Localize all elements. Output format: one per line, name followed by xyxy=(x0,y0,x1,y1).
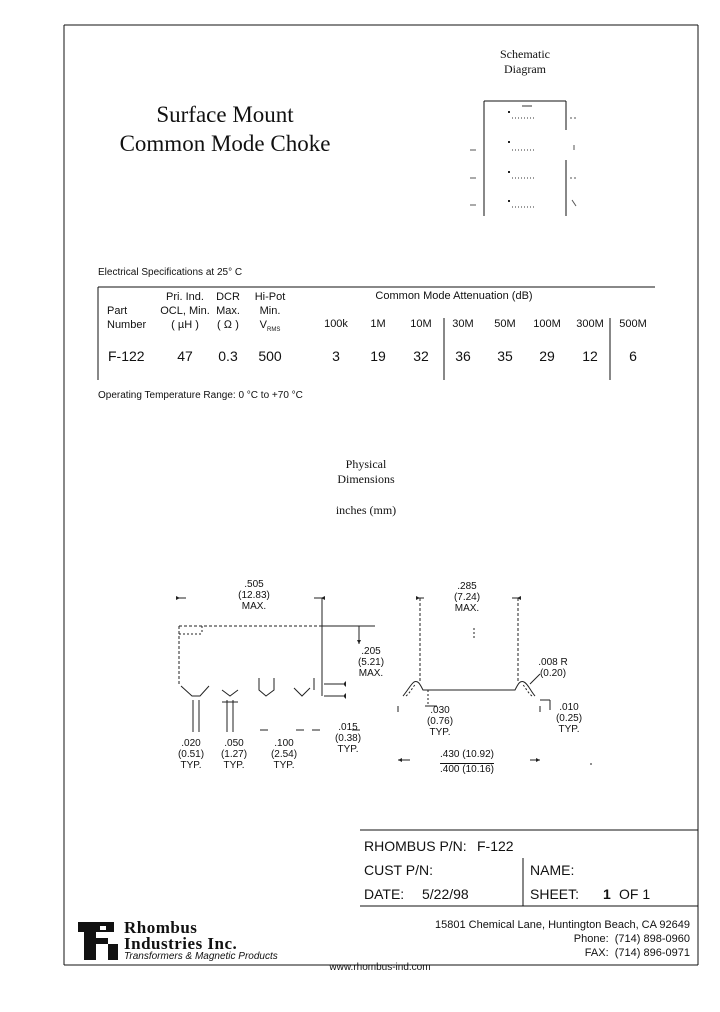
ocl-header-line-2: OCL, Min. xyxy=(160,305,210,317)
part-header-line-2: Number xyxy=(107,319,147,331)
row-att-1m: 19 xyxy=(370,348,386,364)
dim-foot-3: TYP. xyxy=(429,727,451,738)
freq-500m: 500M xyxy=(619,318,647,330)
dim-foot-1: .030 xyxy=(430,705,450,716)
dim-lead-pitch-2: (1.27) xyxy=(220,749,248,760)
dim-span-max: .430 (10.92) xyxy=(440,749,494,760)
dcr-header-line-2: Max. xyxy=(216,305,240,317)
dim-span-min: .400 (10.16) xyxy=(440,764,494,775)
phone-label: Phone: xyxy=(573,933,609,945)
hipot-header-line-1: Hi-Pot xyxy=(254,291,286,303)
dim-lead-width-1: .020 xyxy=(181,738,201,749)
freq-100m: 100M xyxy=(533,318,561,330)
dim-lead-pitch-1: .050 xyxy=(224,738,244,749)
ocl-header-line-1: Pri. Ind. xyxy=(166,291,204,303)
schematic-label-line-1: Schematic xyxy=(500,47,550,61)
row-att-500m: 6 xyxy=(629,348,637,364)
spec-heading: Electrical Specifications at 25° C xyxy=(98,267,243,278)
dim-height-1: .205 xyxy=(361,646,381,657)
freq-100k: 100k xyxy=(324,318,348,330)
dim-lead-width-3: TYP. xyxy=(180,760,202,771)
physical-line-1: Physical xyxy=(345,457,387,471)
dim-depth-1: .285 xyxy=(457,581,477,592)
dim-row-pitch-3: TYP. xyxy=(273,760,295,771)
dim-height-3: MAX. xyxy=(358,668,384,679)
company-name-line-1: Rhombus xyxy=(124,918,198,937)
company-tagline: Transformers & Magnetic Products xyxy=(124,951,278,962)
cust-pn-label: CUST P/N: xyxy=(364,862,433,878)
dim-lead-width-2: (0.51) xyxy=(177,749,205,760)
dcr-header-line-1: DCR xyxy=(216,291,240,303)
dim-width-2: (12.83) xyxy=(238,590,270,601)
name-label: NAME: xyxy=(530,862,575,878)
dim-lead-thick-3: TYP. xyxy=(558,724,580,735)
dim-lead-pitch-3: TYP. xyxy=(223,760,245,771)
row-hipot: 500 xyxy=(258,348,282,364)
dim-depth-3: MAX. xyxy=(454,603,480,614)
company-phone xyxy=(574,933,690,945)
row-att-100k: 3 xyxy=(332,348,340,364)
dim-standoff-3: TYP. xyxy=(337,744,359,755)
physical-line-2: Dimensions xyxy=(337,472,395,486)
dim-width-1: .505 xyxy=(244,579,264,590)
dim-foot-2: (0.76) xyxy=(426,716,454,727)
sheet-of: OF 1 xyxy=(619,886,651,902)
dim-row-pitch-1: .100 xyxy=(274,738,294,749)
freq-50m: 50M xyxy=(494,318,516,330)
rhombus-pn-value: F-122 xyxy=(477,838,514,854)
company-website[interactable]: www.rhombus-ind.com xyxy=(329,962,431,973)
dim-standoff-2: (0.38) xyxy=(334,733,362,744)
sheet-number: 1 xyxy=(603,886,611,902)
phone-number: (714) 898-0960 xyxy=(614,933,690,945)
row-att-10m: 32 xyxy=(413,348,429,364)
dim-row-pitch-2: (2.54) xyxy=(270,749,298,760)
date-label: DATE: xyxy=(364,886,405,902)
hipot-header-line-2: Min. xyxy=(259,305,281,317)
rhombus-pn-label: RHOMBUS P/N: xyxy=(364,838,467,854)
dim-lead-thick-2: (0.25) xyxy=(555,713,583,724)
dim-radius-2: (0.20) xyxy=(539,668,567,679)
part-header-line-1: Part xyxy=(107,305,128,317)
row-part-number: F-122 xyxy=(108,348,145,364)
attenuation-header: Common Mode Attenuation (dB) xyxy=(375,290,533,302)
row-att-100m: 29 xyxy=(539,348,555,364)
fax-label: FAX: xyxy=(584,947,609,959)
company-name-line-2: Industries Inc. xyxy=(124,934,238,953)
title-line-1: Surface Mount xyxy=(156,102,294,127)
dim-height-2: (5.21) xyxy=(357,657,385,668)
schematic-label-line-2: Diagram xyxy=(504,62,546,76)
dim-width-3: MAX. xyxy=(241,601,267,612)
title-line-2: Common Mode Choke xyxy=(119,131,331,156)
sheet-label: SHEET: xyxy=(530,886,580,902)
date-value: 5/22/98 xyxy=(422,886,469,902)
row-att-50m: 35 xyxy=(497,348,513,364)
freq-300m: 300M xyxy=(576,318,604,330)
dim-lead-thick-1: .010 xyxy=(559,702,579,713)
hipot-rms-sub: RMS xyxy=(267,327,281,334)
freq-10m: 10M xyxy=(410,318,432,330)
freq-1m: 1M xyxy=(370,318,386,330)
company-fax xyxy=(585,947,690,959)
row-att-30m: 36 xyxy=(455,348,471,364)
dim-radius-1: .008 R xyxy=(538,657,568,668)
freq-30m: 30M xyxy=(452,318,474,330)
row-ocl: 47 xyxy=(177,348,193,364)
dim-standoff-1: .015 xyxy=(338,722,358,733)
dcr-header-line-3: ( Ω ) xyxy=(217,319,239,331)
operating-temperature: Operating Temperature Range: 0 °C to +70 °C xyxy=(98,390,303,401)
row-att-300m: 12 xyxy=(582,348,598,364)
dim-depth-2: (7.24) xyxy=(453,592,481,603)
ocl-header-line-3: ( µH ) xyxy=(171,319,199,331)
fax-number: (714) 896-0971 xyxy=(614,947,690,959)
row-dcr: 0.3 xyxy=(218,348,238,364)
company-address: 15801 Chemical Lane, Huntington Beach, CA 92649 xyxy=(434,919,690,931)
hipot-v-label: V xyxy=(259,319,267,331)
units-label: inches (mm) xyxy=(335,503,397,517)
